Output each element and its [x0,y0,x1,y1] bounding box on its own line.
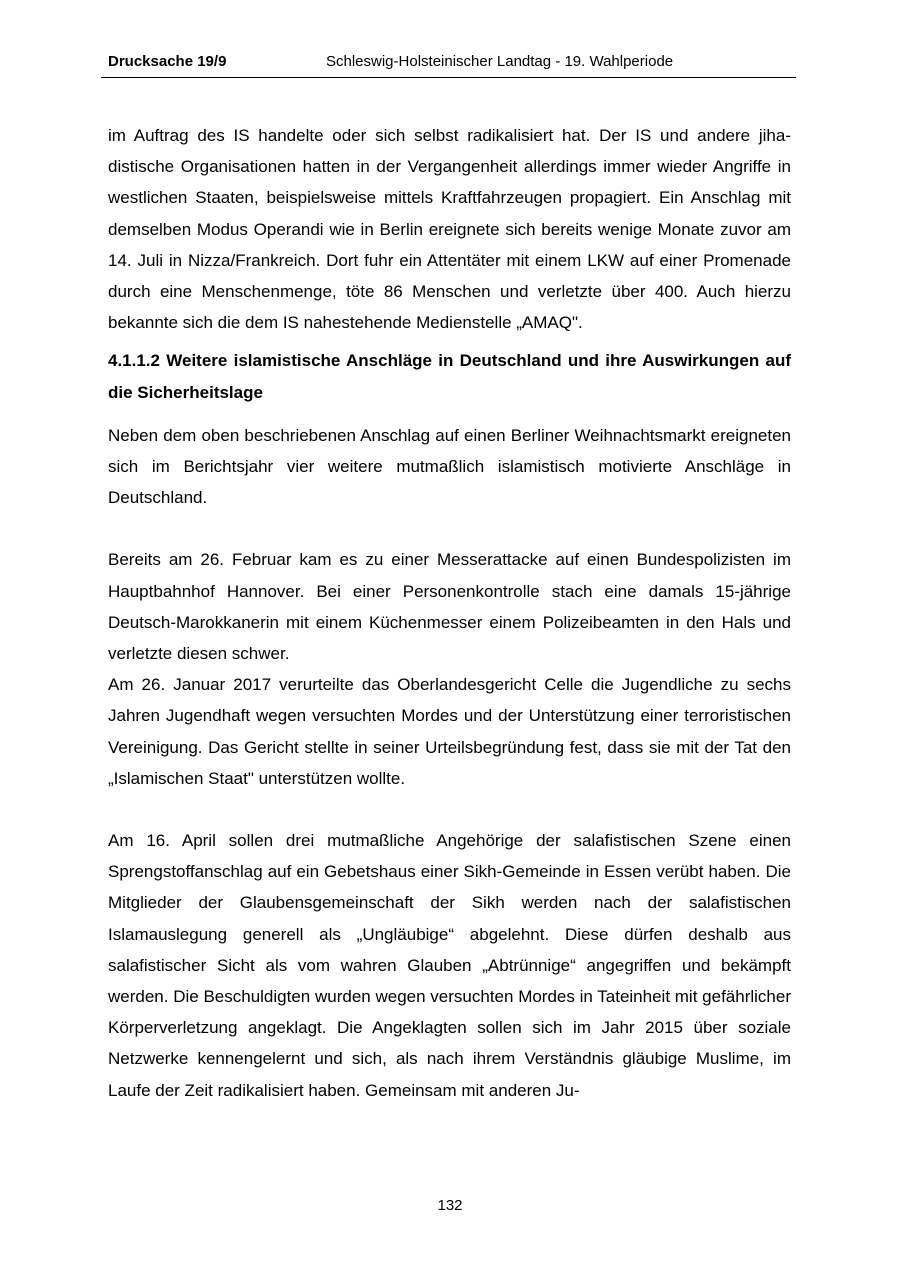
header-title: Schleswig-Holsteinischer Landtag - 19. Wahlperiode [326,53,674,70]
paragraph-celle-verdict: Am 26. Januar 2017 verurteilte das Oberlandesgericht Celle die Jugendliche zu sechs Jahren Jugendhaft wegen versuchten Mordes und der Unterstützung einer terroristischen Vereinigung. Das Gericht stellte in seiner Urteilsbegründung fest, dass sie mit der Tat den „Islamischen Staat" unterstützen wollte. [108,675,791,788]
document-number: Drucksache 19/9 [108,53,227,70]
page-header [101,48,796,78]
page-number: 132 [437,1197,463,1214]
paragraph-hannover-attack: Bereits am 26. Februar kam es zu einer Messerattacke auf einen Bundespolizisten im Hauptbahnhof Hannover. Bei einer Personenkontrolle stach eine damals 15-jährige Deutsch-Marokkanerin mit einem Küchenmesser einem Polizeibeamten in den Hals und verletzte diesen schwer. [108,550,791,664]
paragraph-attack-context: im Auftrag des IS handelte oder sich selbst radikalisiert hat. Der IS und andere jihadistische Organisationen hatten in der Vergangenheit allerdings immer wieder Angriffe in westlichen Staaten, beispielsweise mittels Kraftfahrzeugen propagiert. Ein Anschlag mit demselben Modus Operandi wie in Berlin ereignete sich bereits wenige Monate zuvor am 14. Juli in Nizza/Frankreich. Dort fuhr ein Attentäter mit einem LKW auf einer Promenade durch eine Menschenmenge, töte 86 Menschen und verletzte über 400. Auch hierzu bekannte sich die dem IS nahestehende Medienstelle „AMAQ". [108,126,791,333]
document-body [108,120,791,1106]
paragraph-overview: Neben dem oben beschriebenen Anschlag auf einen Berliner Weihnachtsmarkt ereigneten sich im Berichtsjahr vier weitere mutmaßlich islamistisch motivierte Anschläge in Deutschland. [108,425,791,508]
section-heading: 4.1.1.2 Weitere islamistische Anschläge in Deutschland und ihre Auswirkungen auf die Sicherheitslage [108,351,791,402]
paragraph-essen-attack: Am 16. April sollen drei mutmaßliche Angehörige der salafistischen Szene einen Sprengstoffanschlag auf ein Gebetshaus einer Sikh-Gemeinde in Essen verübt haben. Die Mitglieder der Glaubensgemeinschaft der Sikh werden nach der salafistischen Islamauslegung generell als „Ungläubige“ abgelehnt. Diese dürfen deshalb aus salafistischer Sicht als vom wahren Glauben „Abtrünnige“ angegriffen und bekämpft werden. Die Beschuldigten wurden wegen versuchten Mordes in Tateinheit mit gefährlicher Körperverletzung angeklagt. Die Angeklagten sollen sich im Jahr 2015 über soziale Netzwerke kennengelernt und sich, als nach ihrem Verständnis gläubige Muslime, im Laufe der Zeit radikalisiert haben. Gemeinsam mit anderen Ju- [108,831,791,1100]
